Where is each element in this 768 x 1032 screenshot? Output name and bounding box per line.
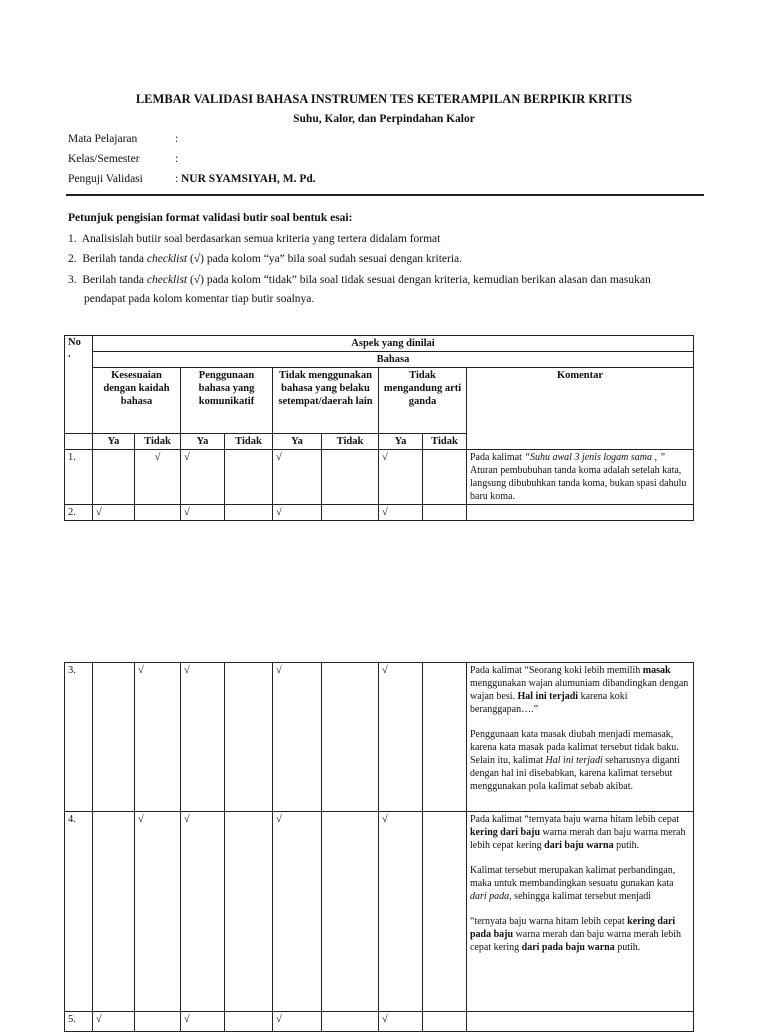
comment-text: Pada kalimat “ternyata baju warna hitam lebih cepat [470, 814, 680, 825]
comment-text: putih. [613, 840, 640, 851]
comment-bold: dari baju warna [544, 840, 614, 851]
comment-text: Penggunaan kata masak diubah menjadi memasak, karena kata masak pada kalimat tersebut tidak baku. Selain itu, kalimat [470, 729, 679, 766]
comment-emphasis: “Suhu awal 3 jenis logam sama , ” [524, 452, 666, 463]
header-ya: Ya [273, 434, 322, 450]
check-cell: √ [93, 1012, 135, 1032]
instruction-emphasis: checklist [146, 253, 188, 265]
comment-bold: Hal ini terjadi [517, 691, 579, 702]
comment-paragraph [470, 728, 690, 793]
check-cell [423, 505, 467, 521]
check-cell [322, 450, 379, 505]
check-cell: √ [273, 450, 322, 505]
comment-bold: masak [642, 665, 671, 676]
instruction-item [68, 229, 698, 250]
header-tidak: Tidak [322, 434, 379, 450]
check-cell: √ [273, 812, 322, 1012]
check-cell [423, 663, 467, 812]
instruction-number: 3. [68, 274, 77, 286]
instruction-text: (√) pada kolom “ya” bila soal sudah sesuai dengan kriteria. [187, 253, 462, 265]
comment-emphasis: Hal ini terjadi [545, 755, 603, 766]
row-number: 2. [65, 505, 93, 521]
meta-row-class [0, 153, 768, 169]
row-number: 1. [65, 450, 93, 505]
check-cell [135, 1012, 181, 1032]
header-empty-cell [65, 434, 93, 450]
comment-paragraph [470, 864, 690, 903]
check-cell: √ [181, 1012, 225, 1032]
instruction-text: Berilah tanda [82, 274, 147, 286]
check-cell [135, 505, 181, 521]
header-no [65, 336, 93, 434]
instruction-item [68, 249, 698, 270]
check-cell: √ [93, 505, 135, 521]
check-cell: √ [273, 505, 322, 521]
check-cell [322, 812, 379, 1012]
check-cell: √ [181, 505, 225, 521]
check-cell: √ [273, 1012, 322, 1032]
table-row [65, 663, 694, 812]
check-cell: √ [181, 812, 225, 1012]
check-cell [225, 1012, 273, 1032]
meta-label: Mata Pelajaran [68, 133, 138, 145]
meta-colon: : [175, 173, 179, 185]
header-tidak: Tidak [135, 434, 181, 450]
comment-text: warna merah dan baju warna merah lebih cepat kering [470, 929, 682, 953]
check-cell [225, 663, 273, 812]
check-cell [225, 812, 273, 1012]
header-tidak: Tidak [225, 434, 273, 450]
check-cell: √ [135, 450, 181, 505]
meta-label: Kelas/Semester [68, 153, 140, 165]
comment-bold: kering dari pada baju [470, 916, 676, 940]
check-cell [423, 1012, 467, 1032]
instruction-item [68, 270, 698, 291]
comment-cell [467, 450, 694, 505]
comment-text: Pada kalimat “Seorang koki lebih memilih [470, 665, 643, 676]
check-cell [93, 663, 135, 812]
validation-table-continued [64, 662, 694, 1032]
check-cell: √ [379, 450, 423, 505]
table-row [65, 450, 694, 505]
check-cell [423, 450, 467, 505]
instruction-continuation: pendapat pada kolom komentar tiap butir soalnya. [84, 293, 315, 305]
header-aspect: Aspek yang dinilai [93, 336, 694, 352]
check-cell [322, 1012, 379, 1032]
comment-text: “ternyata baju warna hitam lebih cepat [470, 916, 628, 927]
comment-text: Pada kalimat [470, 452, 525, 463]
comment-text: Aturan pembubuhan tanda koma adalah setelah kata, langsung dibubuhkan tanda koma, bukan spasi dahulu baru koma. [470, 465, 687, 502]
comment-cell [467, 1012, 694, 1032]
check-cell [322, 505, 379, 521]
comment-bold: dari pada baju warna [521, 942, 615, 953]
comment-text: Kalimat tersebut merupakan kalimat perbandingan, maka untuk membandingkan sesuatu gunakan kata [470, 865, 676, 889]
meta-colon: : [175, 153, 179, 165]
header-no-text: No [68, 337, 81, 348]
table-row [65, 505, 694, 521]
check-cell: √ [379, 1012, 423, 1032]
row-number: 3. [65, 663, 93, 812]
comment-paragraph [470, 813, 690, 852]
comment-emphasis: dari pada, [470, 891, 512, 902]
comment-text: sehingga kalimat tersebut menjadi [511, 891, 652, 902]
instruction-number: 1. [68, 233, 77, 245]
check-cell: √ [135, 663, 181, 812]
header-ya: Ya [379, 434, 423, 450]
check-cell [322, 663, 379, 812]
header-criterion: Tidak mengandung arti ganda [379, 368, 467, 434]
header-ya: Ya [181, 434, 225, 450]
row-number: 5. [65, 1012, 93, 1032]
header-language: Bahasa [93, 352, 694, 368]
header-criterion: Penggunaan bahasa yang komunikatif [181, 368, 273, 434]
comment-cell [467, 812, 694, 1012]
header-divider [66, 194, 704, 196]
check-cell: √ [379, 663, 423, 812]
comment-text: karena koki beranggapan….” [470, 691, 628, 715]
check-cell: √ [379, 812, 423, 1012]
meta-label: Penguji Validasi [68, 173, 143, 185]
instruction-text: Analisislah butiir soal berdasarkan semua kriteria yang tertera didalam format [81, 233, 441, 245]
meta-row-subject [0, 133, 768, 149]
check-cell: √ [181, 663, 225, 812]
meta-colon: : [175, 133, 179, 145]
validation-table [64, 335, 694, 521]
header-no-dot: . [68, 349, 71, 360]
meta-row-validator [0, 173, 768, 189]
check-cell: √ [379, 505, 423, 521]
check-cell [225, 450, 273, 505]
comment-paragraph [470, 915, 690, 954]
check-cell: √ [181, 450, 225, 505]
check-cell [93, 450, 135, 505]
check-cell [225, 505, 273, 521]
header-comment: Komentar [467, 368, 694, 450]
meta-value: NUR SYAMSIYAH, M. Pd. [181, 173, 316, 185]
comment-text: warna merah dan baju warna merah lebih cepat kering [470, 827, 686, 851]
check-cell [93, 812, 135, 1012]
check-cell: √ [135, 812, 181, 1012]
comment-cell [467, 505, 694, 521]
comment-bold: kering dari baju [470, 827, 541, 838]
table-row [65, 1012, 694, 1032]
table-row [65, 812, 694, 1012]
instructions-heading: Petunjuk pengisian format validasi butir soal bentuk esai: [68, 212, 353, 224]
comment-cell [467, 663, 694, 812]
page-title: LEMBAR VALIDASI BAHASA INSTRUMEN TES KETERAMPILAN BERPIKIR KRITIS [135, 92, 633, 106]
header-ya: Ya [93, 434, 135, 450]
check-cell [423, 812, 467, 1012]
instruction-text: (√) pada kolom “tidak” bila soal tidak sesuai dengan kriteria, kemudian berikan alasan dan masukan [187, 274, 651, 286]
comment-paragraph [470, 664, 690, 716]
check-cell: √ [273, 663, 322, 812]
row-number: 4. [65, 812, 93, 1012]
comment-text: seharusnya diganti dengan hal ini disebabkan, karena kalimat tersebut menggunakan pola kalimat sebab akibat. [470, 755, 680, 792]
header-criterion: Tidak menggunakan bahasa yang belaku setempat/daerah lain [273, 368, 379, 434]
comment-text: putih. [614, 942, 641, 953]
instruction-text: Berilah tanda [82, 253, 147, 265]
instruction-number: 2. [68, 253, 77, 265]
comment-text: menggunakan wajan alumuniam dibandingkan dengan wajan besi. [470, 678, 689, 702]
header-tidak: Tidak [423, 434, 467, 450]
page-subtitle: Suhu, Kalor, dan Perpindahan Kalor [293, 113, 475, 125]
instruction-emphasis: checklist [146, 274, 188, 286]
header-criterion: Kesesuaian dengan kaidah bahasa [93, 368, 181, 434]
